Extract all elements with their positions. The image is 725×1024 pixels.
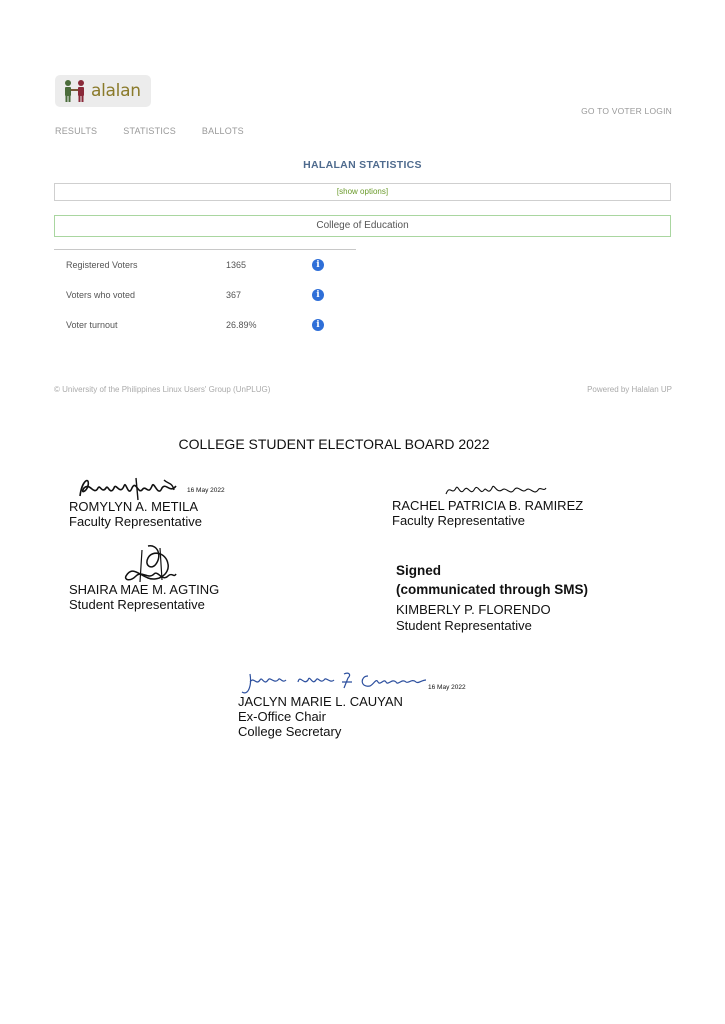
stat-value: 367 [226,290,242,300]
logo-text: alalan [91,81,141,101]
signatory-role: Student Representative [69,597,205,612]
stat-row-turnout [66,318,324,332]
divider [54,249,356,250]
stat-value: 26.89% [226,320,257,330]
halalan-logo[interactable] [55,75,151,107]
signatory-role: Faculty Representative [392,513,525,528]
stat-row-voted [66,288,324,302]
stat-value: 1365 [226,260,247,270]
nav-ballots[interactable]: BALLOTS [201,126,244,136]
signature-date: 16 May 2022 [428,684,466,691]
show-options-toggle[interactable]: [show options] [54,183,671,201]
signature-date: 16 May 2022 [187,487,225,494]
signatory-name: SHAIRA MAE M. AGTING [69,582,220,597]
signatory-name: KIMBERLY P. FLORENDO [396,602,551,617]
signed-note-detail: (communicated through SMS) [396,582,588,597]
voter-login-link[interactable]: GO TO VOTER LOGIN [581,106,672,116]
signatory-role: Ex-Office Chair [238,709,326,724]
people-logo-icon [61,79,89,103]
signed-note: Signed [396,563,442,578]
signatory-name: JACLYN MARIE L. CAUYAN [238,694,403,709]
signatory-name: ROMYLYN A. METILA [69,499,199,514]
info-icon[interactable]: i [312,289,324,301]
signatory-name: RACHEL PATRICIA B. RAMIREZ [392,498,584,513]
handwritten-signature-icon [444,478,548,500]
signatory-role-secondary: College Secretary [238,724,342,739]
nav-statistics[interactable]: STATISTICS [123,126,176,136]
nav-results[interactable]: RESULTS [55,126,98,136]
stat-label: Voter turnout [66,320,118,330]
stat-label: Voters who voted [66,290,136,300]
info-icon[interactable]: i [312,319,324,331]
footer-powered-by: Powered by Halalan UP [587,385,672,394]
page-title: HALALAN STATISTICS [303,159,422,171]
signatory-role: Faculty Representative [69,514,202,529]
footer-copyright: © University of the Philippines Linux Users' Group (UnPLUG) [54,385,271,394]
signatory-role: Student Representative [396,618,532,633]
college-selector[interactable]: College of Education [54,215,671,237]
board-title: COLLEGE STUDENT ELECTORAL BOARD 2022 [178,436,490,452]
stat-label: Registered Voters [66,260,138,270]
main-nav [55,126,270,136]
stat-row-registered [66,258,324,272]
info-icon[interactable]: i [312,259,324,271]
